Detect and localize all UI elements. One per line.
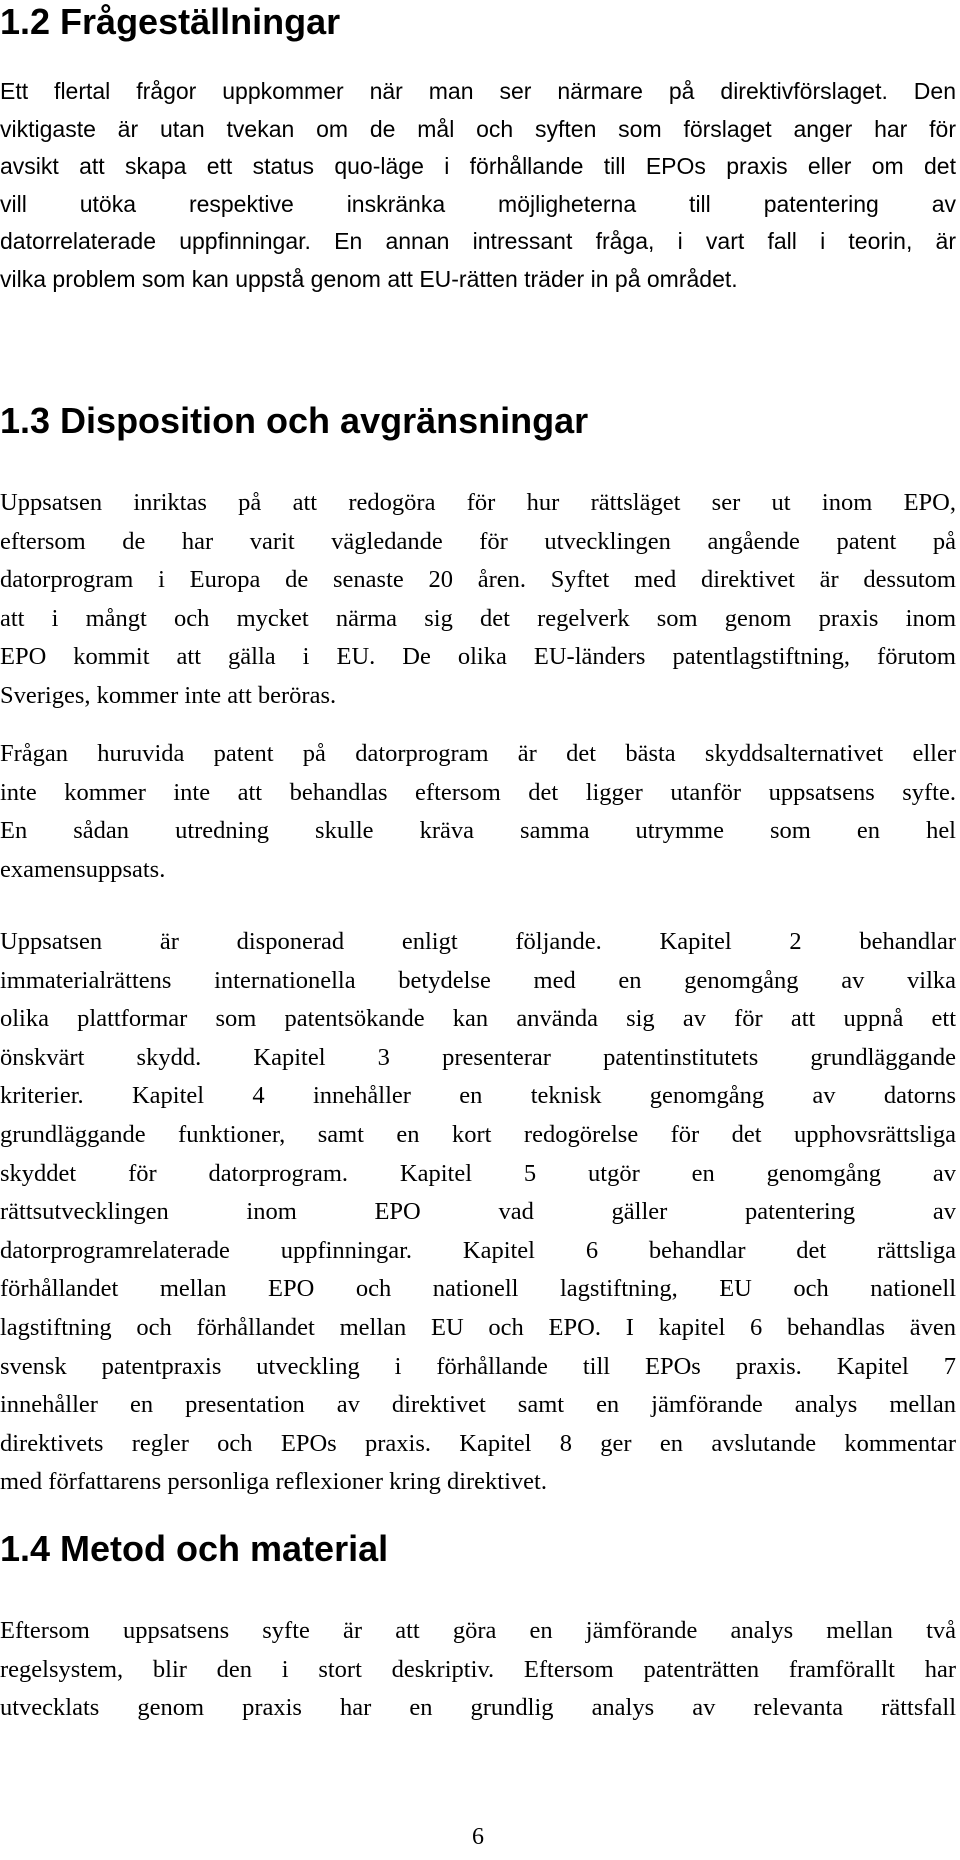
paragraph-disposition-1 bbox=[0, 484, 956, 716]
text-line: immaterialrättens internationella betydelse med en genomgång av vilka bbox=[0, 966, 956, 994]
text-line: skyddet för datorprogram. Kapitel 5 utgör en genomgång av bbox=[0, 1159, 956, 1187]
text-line: direktivets regler och EPOs praxis. Kapitel 8 ger en avslutande kommentar bbox=[0, 1429, 956, 1457]
text-line: Uppsatsen är disponerad enligt följande. Kapitel 2 behandlar bbox=[0, 928, 956, 955]
paragraph-metod bbox=[0, 1612, 956, 1728]
text-line: datorrelaterade uppfinningar. En annan intressant fråga, i vart fall i teorin, är bbox=[0, 228, 956, 255]
section-heading-1-3: 1.3 Disposition och avgränsningar bbox=[0, 400, 589, 441]
text-line: datorprogramrelaterade uppfinningar. Kapitel 6 behandlar det rättsliga bbox=[0, 1236, 956, 1264]
text-line: Uppsatsen inriktas på att redogöra för hur rättsläget ser ut inom EPO, bbox=[0, 489, 956, 516]
paragraph-fragestallningar bbox=[0, 73, 956, 299]
text-line: regelsystem, blir den i stort deskriptiv. Eftersom patenträtten framförallt har bbox=[0, 1655, 956, 1683]
text-line: vilka problem som kan uppstå genom att EU-rätten träder in på området. bbox=[0, 265, 738, 292]
text-line: lagstiftning och förhållandet mellan EU och EPO. I kapitel 6 behandlas även bbox=[0, 1313, 956, 1341]
paragraph-disposition-3 bbox=[0, 923, 956, 1502]
text-line: utvecklats genom praxis har en grundlig analys av relevanta rättsfall bbox=[0, 1694, 956, 1722]
text-line: Sveriges, kommer inte att beröras. bbox=[0, 681, 337, 709]
text-line: eftersom de har varit vägledande för utvecklingen angående patent på bbox=[0, 527, 956, 555]
text-line: grundläggande funktioner, samt en kort redogörelse för det upphovsrättsliga bbox=[0, 1120, 956, 1148]
text-line: kriterier. Kapitel 4 innehåller en teknisk genomgång av datorns bbox=[0, 1082, 956, 1110]
paragraph-disposition-2 bbox=[0, 735, 956, 889]
text-line: svensk patentpraxis utveckling i förhållande till EPOs praxis. Kapitel 7 bbox=[0, 1352, 956, 1380]
text-line: innehåller en presentation av direktivet samt en jämförande analys mellan bbox=[0, 1391, 956, 1419]
text-line: vill utöka respektive inskränka möjligheterna till patentering av bbox=[0, 190, 956, 217]
text-line: datorprogram i Europa de senaste 20 åren. Syftet med direktivet är dessutom bbox=[0, 566, 956, 594]
text-line: Frågan huruvida patent på datorprogram är det bästa skyddsalternativet eller bbox=[0, 740, 956, 767]
page-number: 6 bbox=[472, 1824, 484, 1850]
text-line: examensuppsats. bbox=[0, 855, 166, 883]
text-line: att i mångt och mycket närma sig det regelverk som genom praxis inom bbox=[0, 604, 956, 632]
text-line: Ett flertal frågor uppkommer när man ser närmare på direktivförslaget. Den bbox=[0, 78, 956, 104]
text-line: inte kommer inte att behandlas eftersom det ligger utanför uppsatsens syfte. bbox=[0, 778, 956, 806]
text-line: önskvärt skydd. Kapitel 3 presenterar patentinstitutets grundläggande bbox=[0, 1043, 956, 1071]
section-heading-1-2: 1.2 Frågeställningar bbox=[0, 1, 341, 42]
text-line: En sådan utredning skulle kräva samma utrymme som en hel bbox=[0, 817, 956, 845]
text-line: viktigaste är utan tvekan om de mål och syften som förslaget anger har för bbox=[0, 115, 956, 142]
text-line: Eftersom uppsatsens syfte är att göra en jämförande analys mellan två bbox=[0, 1617, 956, 1644]
text-line: förhållandet mellan EPO och nationell lagstiftning, EU och nationell bbox=[0, 1275, 956, 1303]
text-line: avsikt att skapa ett status quo-läge i förhållande till EPOs praxis eller om det bbox=[0, 153, 956, 180]
text-line: olika plattformar som patentsökande kan använda sig av för att uppnå ett bbox=[0, 1005, 956, 1033]
text-line: rättsutvecklingen inom EPO vad gäller patentering av bbox=[0, 1198, 956, 1226]
text-line: med författarens personliga reflexioner kring direktivet. bbox=[0, 1468, 547, 1496]
section-heading-1-4: 1.4 Metod och material bbox=[0, 1528, 389, 1569]
text-line: EPO kommit att gälla i EU. De olika EU-länders patentlagstiftning, förutom bbox=[0, 643, 956, 671]
